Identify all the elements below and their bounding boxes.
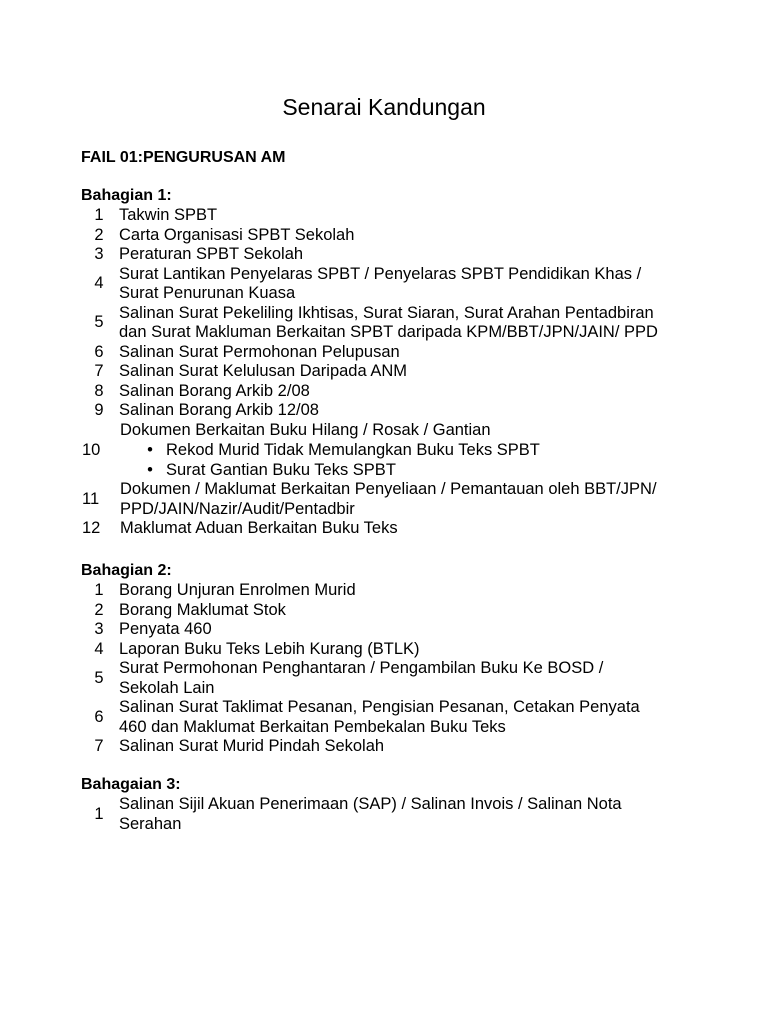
item-text-line: Maklumat Aduan Berkaitan Buku Teks xyxy=(120,519,398,537)
item-text xyxy=(119,226,721,246)
item-number: 11 xyxy=(82,489,100,508)
item-text-line: Penyata 460 xyxy=(119,620,212,638)
item-text xyxy=(119,206,721,226)
item-text-line: Laporan Buku Teks Lebih Kurang (BTLK) xyxy=(119,639,420,658)
item-text-line: Borang Maklumat Stok xyxy=(119,600,286,619)
item-text-line: Dokumen / Maklumat Berkaitan Penyeliaan / Pemantauan oleh BBT/JPN/ xyxy=(120,480,657,498)
item-text xyxy=(119,737,721,757)
page-title: Senarai Kandungan xyxy=(282,94,486,120)
list-item xyxy=(81,601,721,621)
item-text-line: Salinan Sijil Akuan Penerimaan (SAP) / Salinan Invois / Salinan Nota xyxy=(119,795,622,813)
list-item xyxy=(81,480,721,519)
item-number: 6 xyxy=(94,342,104,361)
item-number: 2 xyxy=(94,225,104,244)
item-text-line: Sekolah Lain xyxy=(119,678,215,697)
list-item xyxy=(81,421,721,481)
list-item xyxy=(81,698,721,737)
item-text-line: Salinan Surat Permohonan Pelupusan xyxy=(119,342,400,361)
item-text xyxy=(119,245,721,265)
list-item xyxy=(81,620,721,640)
section-heading: Bahagian 1: xyxy=(81,187,172,204)
bullet-icon: • xyxy=(147,461,153,479)
item-number: 1 xyxy=(94,804,104,823)
list-item xyxy=(81,245,721,265)
item-text xyxy=(119,343,721,363)
item-text-line: Salinan Borang Arkib 2/08 xyxy=(119,381,310,400)
bullet-text: Surat Gantian Buku Teks SPBT xyxy=(166,461,396,479)
item-text-line: Salinan Borang Arkib 12/08 xyxy=(119,401,319,419)
item-text xyxy=(120,519,721,539)
item-text-line: Salinan Surat Pekeliling Ikhtisas, Surat Siaran, Surat Arahan Pentadbiran xyxy=(119,303,654,322)
item-text-line: dan Surat Makluman Berkaitan SPBT daripada KPM/BBT/JPN/JAIN/ PPD xyxy=(119,323,658,341)
item-text xyxy=(119,698,721,737)
item-number: 7 xyxy=(94,737,104,755)
list-item xyxy=(81,640,721,660)
item-text-line: 460 dan Maklumat Berkaitan Pembekalan Buku Teks xyxy=(119,717,506,736)
item-text xyxy=(119,581,721,601)
item-number: 2 xyxy=(94,600,104,619)
item-text xyxy=(119,620,721,640)
item-text-line: Peraturan SPBT Sekolah xyxy=(119,245,304,263)
item-number: 12 xyxy=(82,519,101,537)
list-item xyxy=(81,304,721,343)
file-heading: FAIL 01:PENGURUSAN AM xyxy=(81,149,286,166)
item-number: 5 xyxy=(94,668,104,687)
item-number: 4 xyxy=(94,639,104,658)
item-number: 1 xyxy=(94,581,104,599)
list-item xyxy=(81,401,721,421)
list-item xyxy=(81,581,721,601)
item-text-line: Takwin SPBT xyxy=(119,206,218,224)
item-text-line: Serahan xyxy=(119,814,182,833)
list-item xyxy=(81,382,721,402)
item-text-line: Salinan Surat Murid Pindah Sekolah xyxy=(119,737,385,755)
bullet-item xyxy=(120,460,721,480)
item-number: 8 xyxy=(94,381,104,400)
item-text xyxy=(120,480,721,519)
bullet-item xyxy=(120,440,721,460)
section-bahagian-2 xyxy=(81,561,721,757)
item-number: 6 xyxy=(94,707,104,726)
section-bahagian-3 xyxy=(81,775,721,834)
item-text-line: Surat Permohonan Penghantaran / Pengambilan Buku Ke BOSD / xyxy=(119,659,604,677)
section-bahagian-1 xyxy=(81,186,721,539)
section-heading: Bahagian 2: xyxy=(81,562,172,579)
item-text xyxy=(119,640,721,660)
list-item xyxy=(81,519,721,539)
item-number: 9 xyxy=(94,401,104,419)
item-number: 10 xyxy=(82,440,101,459)
item-text-line: Salinan Surat Taklimat Pesanan, Pengisian Pesanan, Cetakan Penyata xyxy=(119,698,640,716)
item-number: 7 xyxy=(94,362,104,380)
item-text xyxy=(119,382,721,402)
item-text xyxy=(119,401,721,421)
item-text xyxy=(120,421,721,481)
bullet-text: Rekod Murid Tidak Memulangkan Buku Teks SPBT xyxy=(166,441,540,459)
section-heading: Bahagaian 3: xyxy=(81,776,181,793)
list-item xyxy=(81,795,721,834)
list-item xyxy=(81,343,721,363)
list-item xyxy=(81,226,721,246)
item-text-line: Borang Unjuran Enrolmen Murid xyxy=(119,581,356,599)
item-text-line: Surat Lantikan Penyelaras SPBT / Penyelaras SPBT Pendidikan Khas / xyxy=(119,264,642,283)
item-text xyxy=(119,265,721,304)
bullet-list xyxy=(120,440,721,480)
list-item xyxy=(81,659,721,698)
item-text-line: Salinan Surat Kelulusan Daripada ANM xyxy=(119,362,408,380)
item-number: 1 xyxy=(94,206,104,224)
item-number: 3 xyxy=(94,620,104,638)
item-text-line: Surat Penurunan Kuasa xyxy=(119,284,296,302)
item-text xyxy=(119,795,721,834)
item-text-line: PPD/JAIN/Nazir/Audit/Pentadbir xyxy=(120,499,355,518)
item-text-line: Dokumen Berkaitan Buku Hilang / Rosak / Gantian xyxy=(120,420,491,439)
list-item xyxy=(81,265,721,304)
list-item xyxy=(81,737,721,757)
item-text-line: Carta Organisasi SPBT Sekolah xyxy=(119,225,355,244)
item-number: 3 xyxy=(94,245,104,263)
bullet-icon: • xyxy=(147,441,153,459)
item-text xyxy=(119,362,721,382)
list-item xyxy=(81,362,721,382)
item-number: 5 xyxy=(94,313,104,332)
list-item xyxy=(81,206,721,226)
item-text xyxy=(119,601,721,621)
item-number: 4 xyxy=(94,274,104,293)
item-text xyxy=(119,304,721,343)
item-text xyxy=(119,659,721,698)
